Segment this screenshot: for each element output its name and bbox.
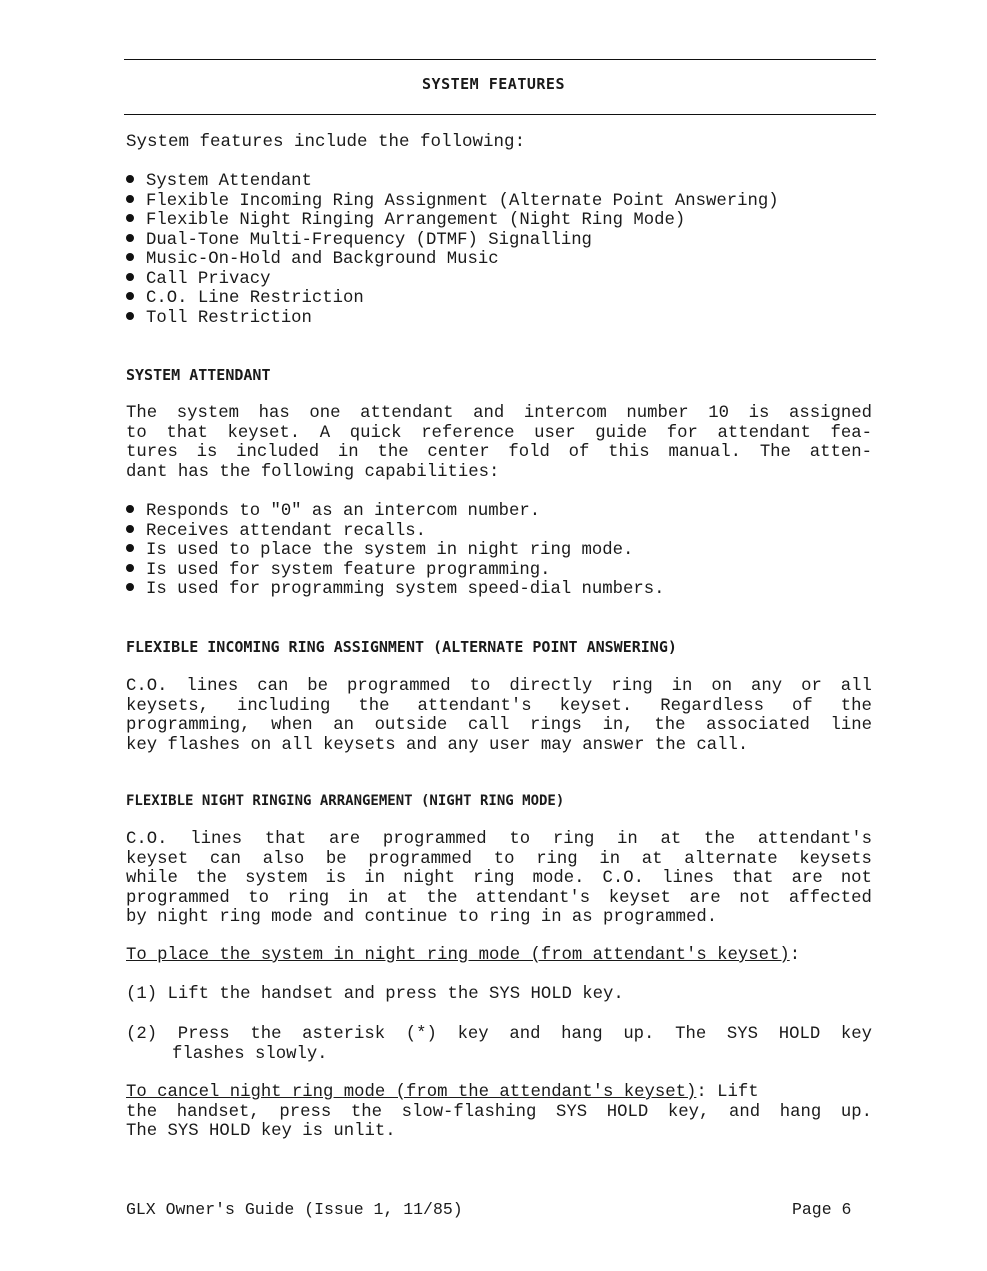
list-item: Responds to "0" as an intercom number. [126,502,886,522]
section-heading-flexible-incoming: FLEXIBLE INCOMING RING ASSIGNMENT (ALTERNATE POINT ANSWERING) [126,638,677,656]
page-title: SYSTEM FEATURES [422,75,565,93]
text-line: to that keyset. A quick reference user guide for attendant fea- [126,423,872,443]
bullet-icon [126,583,134,591]
bullet-icon [126,175,134,183]
place-night-mode-heading: To place the system in night ring mode (from attendant's keyset): [126,946,801,965]
title-underline-rule [124,114,876,115]
feature-list [126,172,886,328]
text-line: The system has one attendant and intercom number 10 is assigned [126,404,872,423]
text-line: key flashes on all keysets and any user may answer the call. [126,735,749,755]
footer-document-title: GLX Owner's Guide (Issue 1, 11/85) [126,1200,463,1219]
text-line: keysets, including the attendant's keyset. Regardless of the [126,696,872,716]
section-heading-system-attendant: SYSTEM ATTENDANT [126,366,271,384]
list-item: System Attendant [126,172,886,192]
text-line: programming, when an outside call rings in, the associated line [126,716,872,735]
list-item: Receives attendant recalls. [126,522,886,542]
bullet-icon [126,525,134,533]
intro-text: System features include the following: [126,132,526,152]
text-line: keyset can also be programmed to ring in at alternate keysets [126,849,872,869]
cancel-night-mode-paragraph: To cancel night ring mode (from the attendant's keyset): Lift the handset, press the slow-flashing SYS HOLD key, and hang up. The SYS HOLD key is unlit. [126,1083,872,1141]
bullet-icon [126,292,134,300]
text-line: tures is included in the center fold of this manual. The atten- [126,443,872,462]
list-item: Call Privacy [126,270,886,290]
list-item: Flexible Incoming Ring Assignment (Alternate Point Answering) [126,192,886,212]
bullet-icon [126,273,134,281]
list-item: Music-On-Hold and Background Music [126,250,886,270]
step-2: (2) Press the asterisk (*) key and hang up. The SYS HOLD key flashes slowly. [126,1025,872,1064]
text-line: dant has the following capabilities: [126,462,500,482]
list-item: C.O. Line Restriction [126,289,886,309]
list-item: Is used for programming system speed-dial numbers. [126,580,886,600]
top-rule [124,59,876,60]
list-item: Toll Restriction [126,309,886,329]
bullet-icon [126,234,134,242]
bullet-icon [126,214,134,222]
text-line: C.O. lines that are programmed to ring in at the attendant's [126,830,872,849]
bullet-icon [126,312,134,320]
list-item: Is used for system feature programming. [126,561,886,581]
bullet-icon [126,253,134,261]
bullet-icon [126,195,134,203]
step-1: (1) Lift the handset and press the SYS HOLD key. [126,985,624,1004]
bullet-icon [126,564,134,572]
text-line: by night ring mode and continue to ring in as programmed. [126,908,718,927]
list-item: Dual-Tone Multi-Frequency (DTMF) Signalling [126,231,886,251]
footer-page-number: Page 6 [792,1200,852,1219]
bullet-icon [126,505,134,513]
flexible-incoming-paragraph [126,677,872,755]
text-line: C.O. lines can be programmed to directly ring in on any or all [126,677,872,696]
bullet-icon [126,544,134,552]
list-item: Is used to place the system in night ring mode. [126,541,886,561]
list-item: Flexible Night Ringing Arrangement (Night Ring Mode) [126,211,886,231]
text-line: while the system is in night ring mode. C.O. lines that are not [126,869,872,888]
section-heading-night-ringing: FLEXIBLE NIGHT RINGING ARRANGEMENT (NIGHT RING MODE) [126,793,565,809]
text-line: programmed to ring in at the attendant's keyset are not affected [126,888,872,908]
attendant-capabilities-list [126,502,886,600]
system-attendant-paragraph [126,404,872,482]
night-ringing-paragraph [126,830,872,928]
